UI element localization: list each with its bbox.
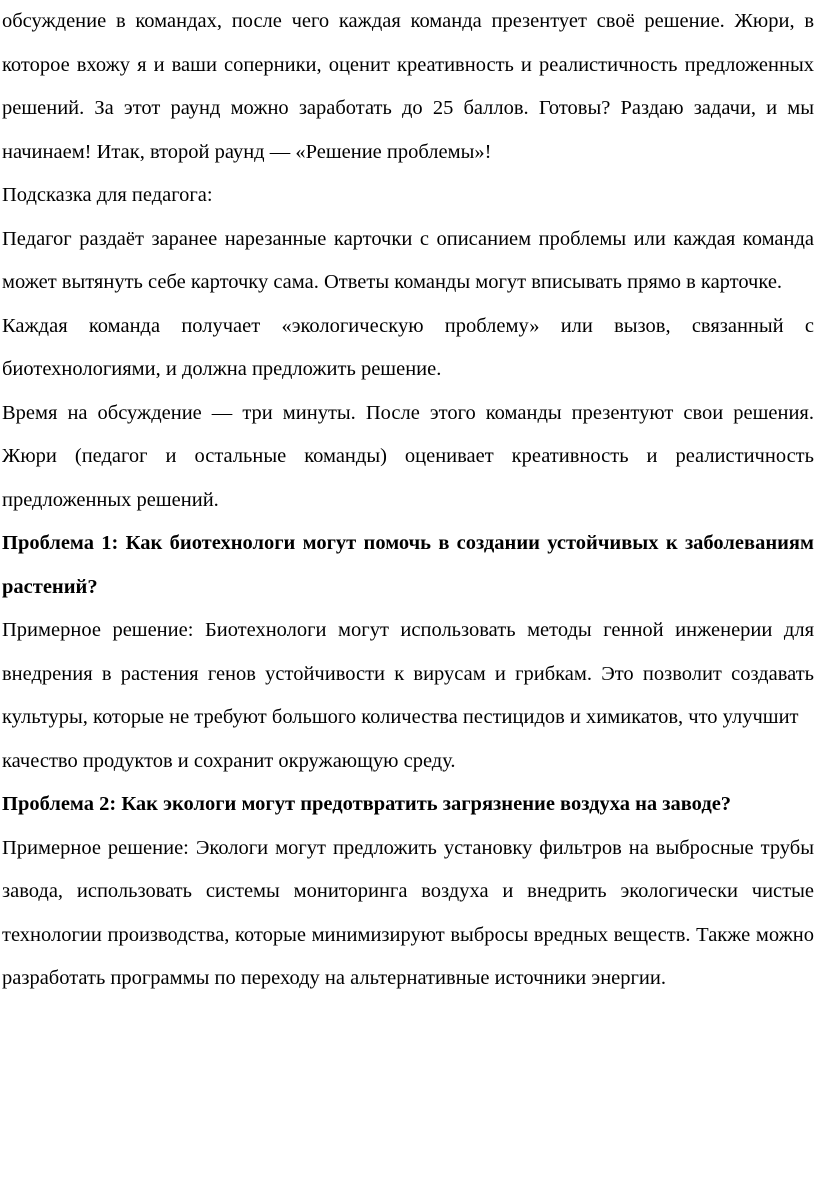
- problem-1-heading: Проблема 1: Как биотехнологи могут помочь в создании устойчивых к заболеваниям растений?: [2, 532, 814, 598]
- paragraph-hint-cards: Педагог раздаёт заранее нарезанные карточки с описанием проблемы или каждая команда может вытянуть себе карточку сама. Ответы команды могут вписывать прямо в карточке.: [2, 227, 814, 293]
- problem-2-heading: Проблема 2: Как экологи могут предотвратить загрязнение воздуха на заводе?: [2, 793, 732, 815]
- document-page: [2, 0, 814, 1001]
- paragraph-team-task: Каждая команда получает «экологическую проблему» или вызов, связанный с биотехнологиями, и должна предложить решение.: [2, 314, 814, 380]
- problem-2-solution: Примерное решение: Экологи могут предложить установку фильтров на выбросные трубы завода, использовать системы мониторинга воздуха и внедрить экологически чистые технологии производства, которые минимизируют выбросы вредных веществ. Также можно разработать программы по переходу на альтернативные источники энергии.: [2, 836, 814, 989]
- paragraph-hint-heading: Подсказка для педагога:: [2, 184, 213, 206]
- problem-1-solution: Примерное решение: Биотехнологи могут использовать методы генной инженерии для внедрения в растения генов устойчивости к вирусам и грибкам. Это позволит создавать культуры, которые не требуют большого количества пестицидов и химикатов, что улучшит: [2, 619, 814, 728]
- paragraph-intro: обсуждение в командах, после чего каждая команда презентует своё решение. Жюри, в которое вхожу я и ваши соперники, оценит креативность и реалистичность предложенных решений. За этот раунд можно заработать до 25 баллов. Готовы? Раздаю задачи, и мы начинаем! Итак, второй раунд — «Решение проблемы»!: [2, 10, 814, 163]
- paragraph-discussion-time: Время на обсуждение — три минуты. После этого команды презентуют свои решения. Жюри (педагог и остальные команды) оценивает креативность и реалистичность предложенных решений.: [2, 401, 814, 511]
- problem-1-solution-continued: качество продуктов и сохранит окружающую среду.: [2, 749, 456, 772]
